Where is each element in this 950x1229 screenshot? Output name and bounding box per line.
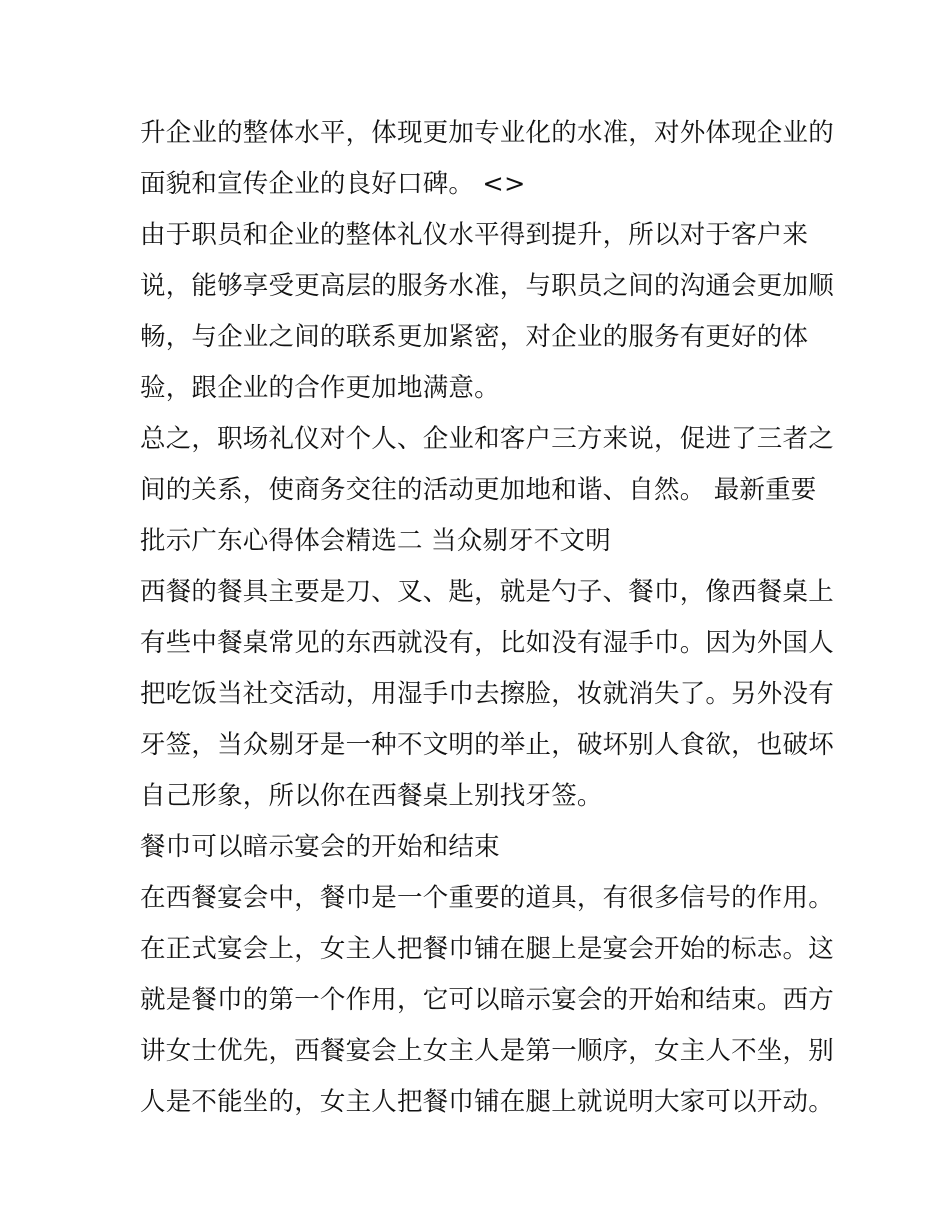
text-line: 西餐的餐具主要是刀、叉、匙，就是勺子、餐巾，像西餐桌上	[140, 577, 834, 607]
text-line: 验，跟企业的合作更加地满意。	[140, 373, 500, 403]
text-line: 把吃饭当社交活动，用湿手巾去擦脸，妆就消失了。另外没有	[140, 679, 834, 709]
text-line: 面貌和宣传企业的良好口碑。 <>	[140, 169, 526, 199]
text-line: 餐巾可以暗示宴会的开始和结束	[140, 832, 500, 862]
text-line: 自己形象，所以你在西餐桌上别找牙签。	[140, 781, 603, 811]
text-line: 就是餐巾的第一个作用，它可以暗示宴会的开始和结束。西方	[140, 985, 834, 1015]
text-line: 由于职员和企业的整体礼仪水平得到提升，所以对于客户来	[140, 220, 809, 250]
text-line: 牙签，当众剔牙是一种不文明的举止，破坏别人食欲，也破坏	[140, 730, 834, 760]
text-line: 在西餐宴会中，餐巾是一个重要的道具，有很多信号的作用。	[140, 883, 834, 913]
text-line: 批示广东心得体会精选二 当众剔牙不文明	[140, 526, 611, 556]
text-line: 总之，职场礼仪对个人、企业和客户三方来说，促进了三者之	[140, 424, 834, 454]
text-line: 在正式宴会上，女主人把餐巾铺在腿上是宴会开始的标志。这	[140, 934, 834, 964]
text-line: 说，能够享受更高层的服务水准，与职员之间的沟通会更加顺	[140, 271, 834, 301]
text-line: 畅，与企业之间的联系更加紧密，对企业的服务有更好的体	[140, 322, 809, 352]
text-line: 升企业的整体水平，体现更加专业化的水准，对外体现企业的	[140, 118, 834, 148]
text-line: 有些中餐桌常见的东西就没有，比如没有湿手巾。因为外国人	[140, 628, 834, 658]
text-line: 人是不能坐的，女主人把餐巾铺在腿上就说明大家可以开动。	[140, 1087, 834, 1117]
document-body	[140, 108, 834, 1128]
text-line: 讲女士优先，西餐宴会上女主人是第一顺序，女主人不坐，别	[140, 1036, 834, 1066]
text-line: 间的关系，使商务交往的活动更加地和谐、自然。 最新重要	[140, 475, 817, 505]
